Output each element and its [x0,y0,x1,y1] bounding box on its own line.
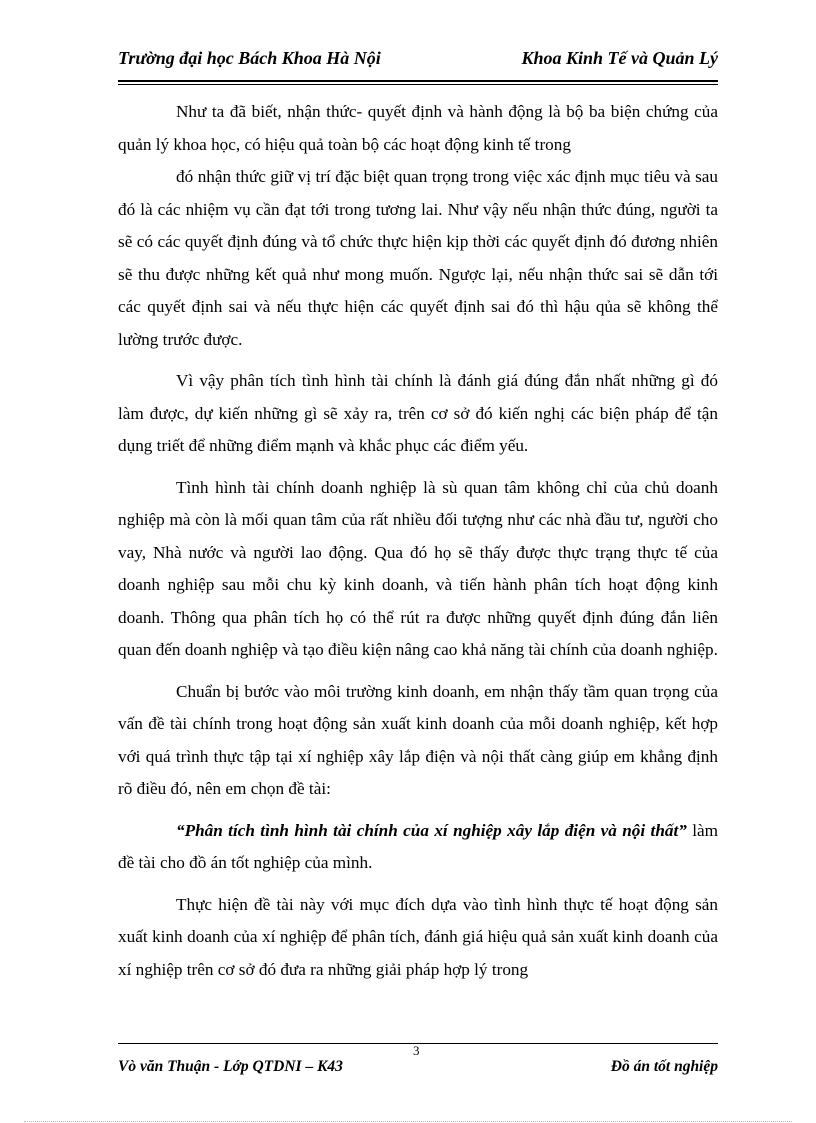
page-header [118,48,718,76]
paragraph-7: Thực hiện đề tài này với mục đích dựa vào tình hình thực tế hoạt động sản xuất kinh doanh của xí nghiệp để phân tích, đánh giá hiệu quả sản xuất kinh doanh của xí nghiệp trên cơ sở đó đưa ra những giải pháp hợp lý trong [118,894,718,979]
paragraph-2: đó nhận thức giữ vị trí đặc biệt quan trọng trong việc xác định mục tiêu và sau đó là các nhiệm vụ cần đạt tới trong tương lai. Như vậy nếu nhận thức đúng, người ta sẽ có các quyết định đúng và tổ chức thực hiện kịp thời các quyết định đó đương nhiên sẽ thu được những kết quả như mong muốn. Ngược lại, nếu nhận thức sai sẽ dẫn tới các quyết định sai và nếu thực hiện các quyết định sai đó thì hậu qủa sẽ không thể lường trước được. [118,167,718,349]
page-edge-divider [24,1121,792,1122]
body-text [118,96,718,995]
paragraph-6 [118,815,718,880]
footer-doc-type: Đồ án tốt nghiệp [610,1058,718,1075]
paragraph-3: Vì vậy phân tích tình hình tài chính là đánh giá đúng đắn nhất những gì đó làm được, dự kiến những gì sẽ xảy ra, trên cơ sở đó kiến nghị các biện pháp để tận dụng triết để những điểm mạnh và khắc phục các điểm yếu. [118,371,718,455]
header-rule-thick [118,80,718,82]
header-university: Trường đại học Bách Khoa Hà Nội [118,48,381,68]
thesis-topic: “Phân tích tình hình tài chính của xí nghiệp xây lắp điện và nội thất” [176,820,687,840]
paragraph-5: Chuẩn bị bước vào môi trường kinh doanh, em nhận thấy tầm quan trọng của vấn đề tài chính trong hoạt động sản xuất kinh doanh của mỗi doanh nghiệp, kết hợp với quá trình thực tập tại xí nghiệp xây lắp điện và nội thất càng giúp em khẳng định rõ điều đó, nên em chọn đề tài: [118,681,718,798]
footer-author: Vò văn Thuận - Lớp QTDNI – K43 [118,1058,343,1075]
page-number: 3 [413,1043,420,1058]
header-rule-thin [118,84,718,85]
header-faculty: Khoa Kinh Tế và Quản Lý [521,48,718,68]
page-footer [118,1058,718,1082]
thesis-topic-rest: làm đề tài cho đồ án tốt nghiệp của mình. [118,820,718,872]
paragraph-4: Tình hình tài chính doanh nghiệp là sù quan tâm không chỉ của chủ doanh nghiệp mà còn là mối quan tâm của rất nhiều đối tượng như các nhà đầu tư, người cho vay, Nhà nước và người lao động. Qua đó họ sẽ thấy được thực trạng thực tế của doanh nghiệp sau mỗi chu kỳ kinh doanh, và tiến hành phân tích hoạt động kinh doanh. Thông qua phân tích họ có thể rút ra được những quyết định đúng đắn liên quan đến doanh nghiệp và tạo điều kiện nâng cao khả năng tài chính của doanh nghiệp. [118,477,718,659]
paragraph-1: Như ta đã biết, nhận thức- quyết định và hành động là bộ ba biện chứng của quản lý khoa học, có hiệu quả toàn bộ các hoạt động kinh tế trong [118,102,718,154]
